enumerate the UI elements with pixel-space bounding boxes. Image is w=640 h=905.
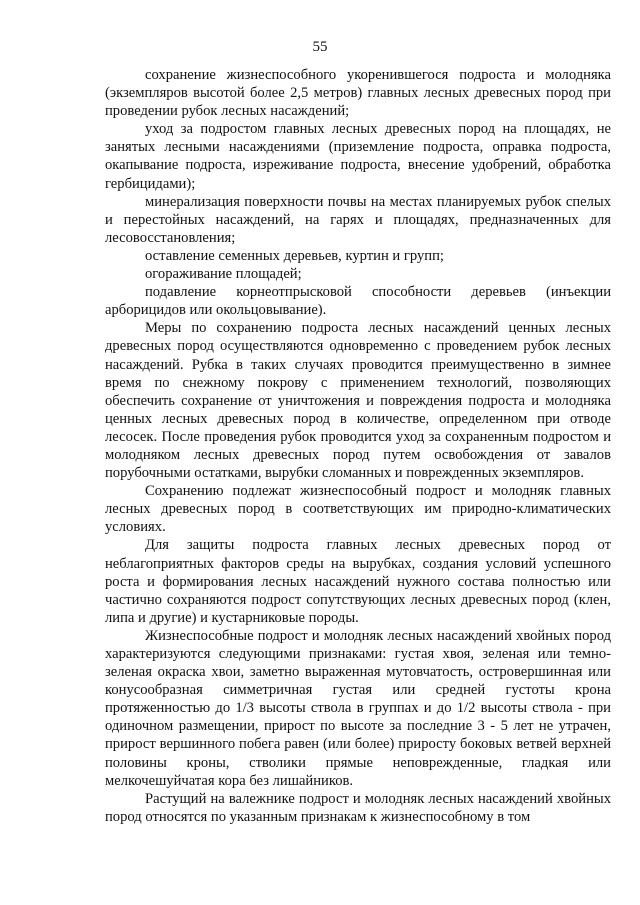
paragraph: Сохранению подлежат жизнеспособный подрост и молодняк главных лесных древесных пород в соответствующих им природно-климатических условиях. [105,483,611,536]
paragraph: огораживание площадей; [145,266,302,283]
page-number: 55 [312,39,328,55]
paragraph: минерализация поверхности почвы на местах планируемых рубок спелых и перестойных насаждений, на гарях и площадях, предназначенных для лесовосстановления; [105,193,611,246]
paragraph: Меры по сохранению подроста лесных насаждений ценных лесных древесных пород осуществляются одновременно с проведением рубок лесных насаждений. Рубка в таких случаях проводится преимущественно в зимнее время по снежному покрову с применением технологий, позволяющих обеспечить сохранение от уничтожения и повреждения подроста и молодняка ценных лесных древесных пород в количестве, определенном при отводе лесосек. После проведения рубок проводится уход за сохраненным подростом и молодняком лесных древесных пород путем освобождения от завалов порубочными остатками, вырубки сломанных и поврежденных экземпляров. [105,320,611,482]
paragraph: Жизнеспособные подрост и молодняк лесных насаждений хвойных пород характеризуются следующими признаками: густая хвоя, зеленая или темно-зеленая окраска хвои, заметно выраженная мутовчатость, островершинная или конусообразная симметричная густая или средней густоты крона протяженностью до 1/3 высоты ствола в группах и до 1/2 высоты ствола - при одиночном размещении, прирост по высоте за последние 3 - 5 лет не утрачен, прирост вершинного побега равен (или более) приросту боковых ветвей верхней половины кроны, стволики прямые неповрежденные, гладкая или мелкочешуйчатая кора без лишайников. [105,627,611,789]
paragraph: оставление семенных деревьев, куртин и групп; [145,247,444,264]
paragraph: сохранение жизнеспособного укоренившегося подроста и молодняка (экземпляров высотой более 2,5 метров) главных лесных древесных пород при проведении рубок лесных насаждений; [105,67,611,120]
paragraph: Для защиты подроста главных лесных древесных пород от неблагоприятных факторов среды на вырубках, создания условий успешного роста и формирования лесных насаждений нужного состава полностью или частично сохраняются подрост сопутствующих лесных древесных пород (клен, липа и другие) и кустарниковые породы. [105,537,611,626]
paragraph: уход за подростом главных лесных древесных пород на площадях, не занятых лесными насаждениями (приземление подроста, оправка подроста, окапывание подроста, изреживание подроста, внесение удобрений, обработка гербицидами); [105,121,611,192]
paragraph: Растущий на валежнике подрост и молодняк лесных насаждений хвойных пород относятся по указанным признакам к жизнеспособному в том [105,790,611,825]
paragraph: подавление корнеотпрысковой способности деревьев (инъекции арборицидов или окольцовывание). [105,284,611,319]
body-text [105,66,611,826]
